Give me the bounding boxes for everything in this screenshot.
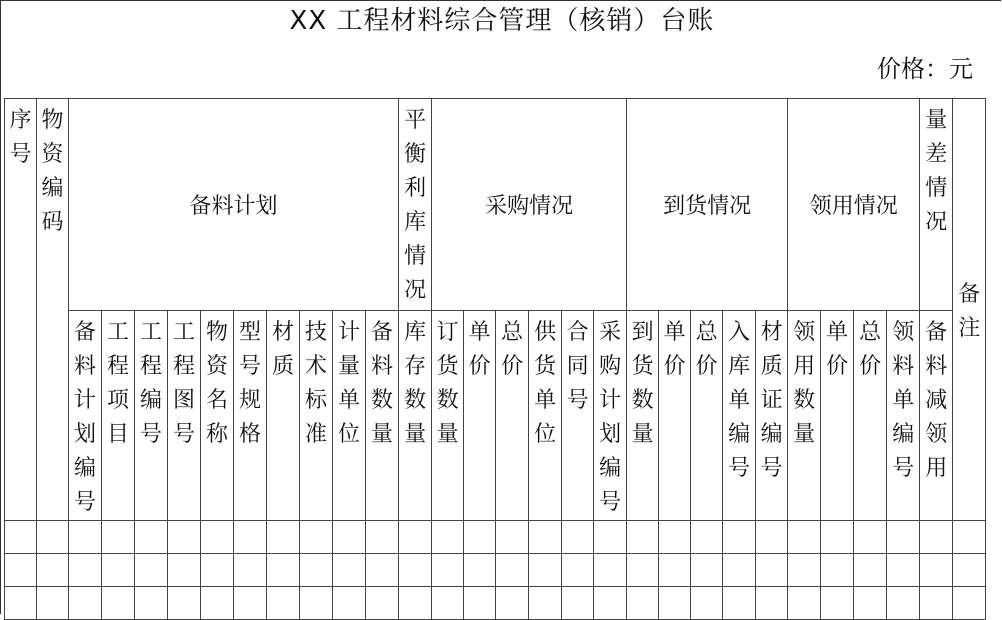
table-cell[interactable] [691,554,723,587]
subheader-col-7: 材 质 [267,311,300,521]
subheader-col-1: 备 料 计 划 编 号 [69,311,102,521]
table-cell[interactable] [37,521,69,554]
subheader-col-12: 订 货 数 量 [432,311,464,521]
header-group-arrival: 到货情况 [627,99,788,311]
table-cell[interactable] [788,554,821,587]
table-cell[interactable] [659,521,691,554]
document-title: XX 工程材料综合管理（核销）台账 [289,6,715,36]
table-cell[interactable] [756,554,788,587]
table-cell[interactable] [300,554,333,587]
table-cell[interactable] [627,521,659,554]
subheader-col-15: 供 货 单 位 [529,311,562,521]
table-cell[interactable] [529,521,562,554]
table-cell[interactable] [168,521,201,554]
table-cell[interactable] [594,554,627,587]
header-remark: 备 注 [953,99,986,521]
subheader-col-25: 总 价 [854,311,887,521]
header-row-groups [5,99,986,311]
table-cell[interactable] [37,554,69,587]
table-cell[interactable] [496,554,529,587]
price-unit-label: 价格：元 [877,55,973,83]
subheader-col-2: 工 程 项 目 [102,311,135,521]
subheader-col-21: 入 库 单 编 号 [723,311,756,521]
table-cell[interactable] [562,521,594,554]
table-cell[interactable] [366,521,399,554]
table-cell[interactable] [821,554,854,587]
table-cell[interactable] [953,521,986,554]
subheader-col-14: 总 价 [496,311,529,521]
table-cell[interactable] [69,554,102,587]
subheader-col-6: 型 号 规 格 [234,311,267,521]
subheader-col-11: 库 存 数 量 [399,311,432,521]
table-cell[interactable] [168,554,201,587]
header-group-variance: 量 差 情 况 [920,99,953,311]
subheader-col-10: 备 料 数 量 [366,311,399,521]
table-cell[interactable] [201,554,234,587]
header-serial: 序 号 [5,99,37,521]
table-cell[interactable] [135,554,168,587]
table-cell[interactable] [69,521,102,554]
subheader-col-18: 到 货 数 量 [627,311,659,521]
table-cell[interactable] [627,554,659,587]
table-cell[interactable] [953,554,986,587]
subheader-col-5: 物 资 名 称 [201,311,234,521]
table-cell[interactable] [102,521,135,554]
subheader-col-23: 领 用 数 量 [788,311,821,521]
table-row [5,554,986,587]
table-cell[interactable] [920,554,953,587]
table-cell[interactable] [399,521,432,554]
table-cell[interactable] [594,521,627,554]
table-cell[interactable] [756,521,788,554]
table-cell[interactable] [529,554,562,587]
table-cell[interactable] [5,521,37,554]
subheader-col-3: 工 程 编 号 [135,311,168,521]
table-cell[interactable] [854,554,887,587]
subheader-col-20: 总 价 [691,311,723,521]
table-cell[interactable] [854,521,887,554]
table-cell[interactable] [267,521,300,554]
table-cell[interactable] [399,554,432,587]
table-row [5,521,986,554]
table-cell[interactable] [234,521,267,554]
table-cell[interactable] [432,554,464,587]
subheader-col-9: 计 量 单 位 [333,311,366,521]
table-cell[interactable] [300,521,333,554]
subheader-col-19: 单 价 [659,311,691,521]
table-cell[interactable] [723,554,756,587]
header-group-balance: 平 衡 利 库 情 况 [399,99,432,311]
subheader-col-8: 技 术 标 准 [300,311,333,521]
subheader-col-26: 领 料 单 编 号 [887,311,920,521]
table-cell[interactable] [659,554,691,587]
table-cell[interactable] [496,521,529,554]
header-group-usage: 领用情况 [788,99,920,311]
subheader-col-22: 材 质 证 编 号 [756,311,788,521]
table-cell[interactable] [920,521,953,554]
subheader-col-16: 合 同 号 [562,311,594,521]
table-cell[interactable] [821,521,854,554]
table-cell[interactable] [887,554,920,587]
table-cell[interactable] [464,521,496,554]
table-cell[interactable] [201,521,234,554]
table-cell[interactable] [267,554,300,587]
subheader-col-13: 单 价 [464,311,496,521]
header-group-plan: 备料计划 [69,99,399,311]
table-cell[interactable] [432,521,464,554]
table-cell[interactable] [464,554,496,587]
table-cell[interactable] [333,554,366,587]
header-group-purchase: 采购情况 [432,99,627,311]
subheader-col-17: 采 购 计 划 编 号 [594,311,627,521]
table-cell[interactable] [366,554,399,587]
table-cell[interactable] [102,554,135,587]
table-cell[interactable] [333,521,366,554]
table-cell[interactable] [234,554,267,587]
header-material-code: 物 资 编 码 [37,99,69,521]
table-cell[interactable] [5,554,37,587]
table-cell[interactable] [562,554,594,587]
table-cell[interactable] [723,521,756,554]
subheader-col-24: 单 价 [821,311,854,521]
ledger-table [4,98,986,620]
table-cell[interactable] [788,521,821,554]
table-cell[interactable] [691,521,723,554]
table-cell[interactable] [135,521,168,554]
subheader-col-27: 备 料 减 领 用 [920,311,953,521]
subheader-col-4: 工 程 图 号 [168,311,201,521]
table-cell[interactable] [887,521,920,554]
header-row-subcolumns [5,311,986,521]
